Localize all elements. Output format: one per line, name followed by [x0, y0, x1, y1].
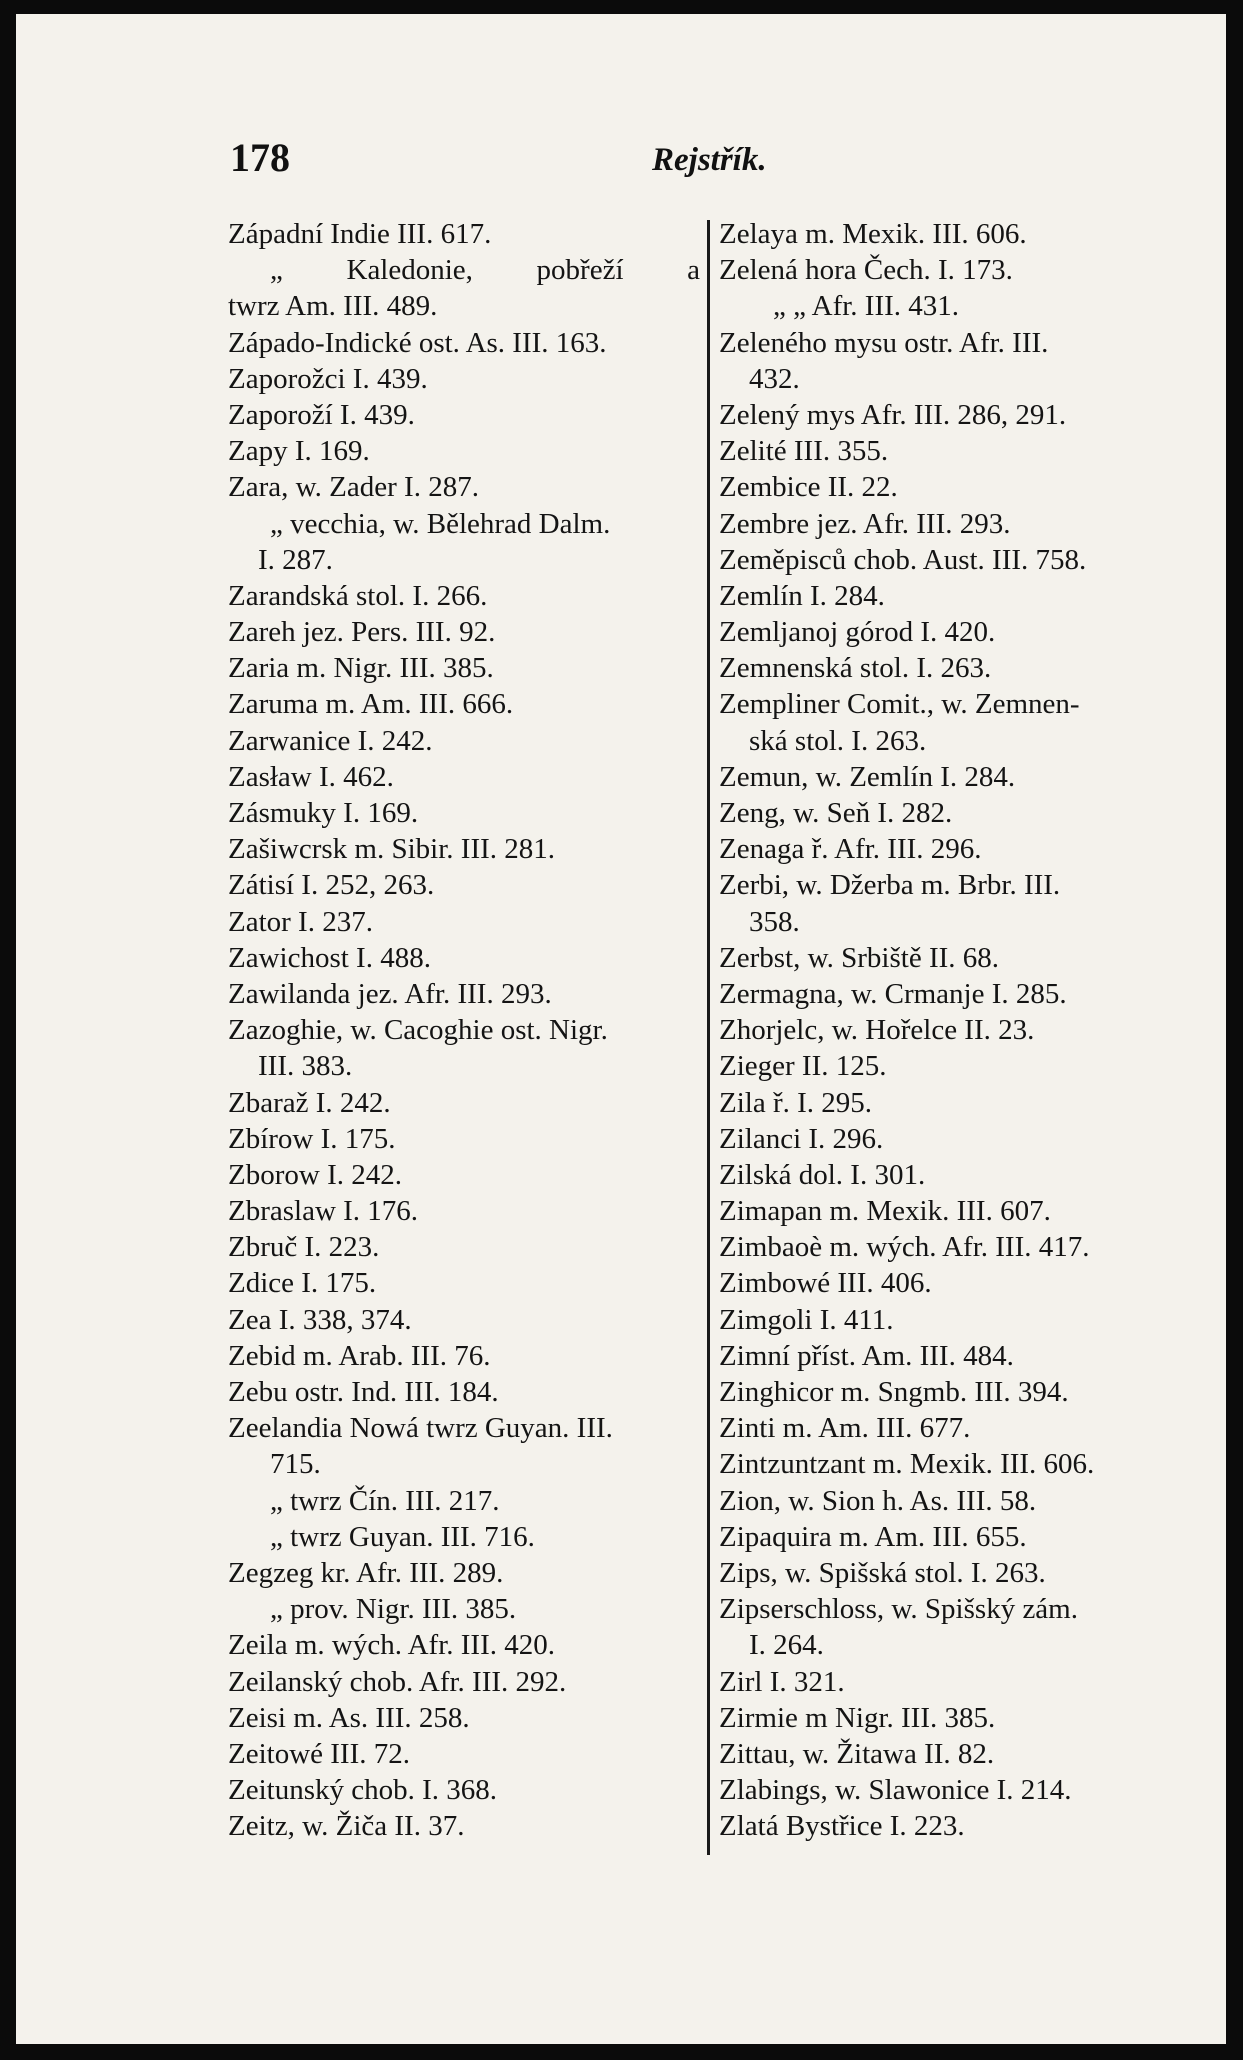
index-entry: Zapy I. 169. [228, 435, 370, 468]
index-entry: Zaruma m. Am. III. 666. [228, 688, 514, 721]
index-entry: Zempliner Comit., w. Zemnen- [719, 688, 1080, 721]
index-entry: Zásmuky I. 169. [228, 797, 419, 829]
index-entry: Zemnenská stol. I. 263. [719, 652, 992, 685]
index-entry: Západní Indie III. 617. [228, 218, 492, 250]
index-entry: Zarandská stol. I. 266. [228, 579, 488, 612]
index-entry: Zimbaoè m. wých. Afr. III. 417. [719, 1231, 1090, 1264]
column-divider [707, 220, 710, 1855]
index-entry: Zeměpisců chob. Aust. III. 758. [719, 543, 1087, 576]
index-entry: Zemljanoj górod I. 420. [719, 616, 996, 649]
index-entry: Zeng, w. Seň I. 282. [719, 797, 953, 829]
index-entry: Zareh jez. Pers. III. 92. [228, 616, 496, 649]
index-entry: Zeila m. wých. Afr. III. 420. [228, 1629, 555, 1662]
index-entry: Zeitunský chob. I. 368. [228, 1774, 498, 1807]
index-column-right [719, 216, 1189, 1844]
index-entry: I. 287. [258, 543, 333, 576]
index-entry: Zelený mys Afr. III. 286, 291. [719, 398, 1067, 431]
index-entry: Zeelandia Nowá twrz Guyan. III. [228, 1412, 613, 1445]
running-title: Rejstřík. [652, 142, 767, 178]
index-entry: Zermagna, w. Crmanje I. 285. [719, 977, 1067, 1010]
index-entry: Zara, w. Zader I. 287. [228, 471, 479, 504]
index-entry: Zion, w. Sion h. As. III. 58. [719, 1484, 1037, 1517]
index-entry: Zbraslaw I. 176. [228, 1195, 419, 1228]
index-entry: Zinghicor m. Sngmb. III. 394. [719, 1376, 1069, 1408]
index-entry: Zeitowé III. 72. [228, 1737, 410, 1770]
index-entry: Zeleného mysu ostr. Afr. III. [719, 326, 1049, 359]
index-entry: Zilská dol. I. 301. [719, 1158, 926, 1191]
index-entry: twrz Am. III. 489. [228, 290, 438, 323]
index-entry: Zirmie m Nigr. III. 385. [719, 1701, 996, 1734]
index-entry: Zegzeg kr. Afr. III. 289. [228, 1556, 504, 1589]
index-entry: Zebu ostr. Ind. III. 184. [228, 1376, 499, 1408]
index-entry: Zembice II. 22. [719, 471, 898, 504]
index-entry: Zipserschloss, w. Spišský zám. [719, 1593, 1078, 1626]
index-entry: Zdice I. 175. [228, 1267, 377, 1300]
index-entry: Zelaya m. Mexik. III. 606. [719, 218, 1027, 250]
index-entry: Zlatá Bystřice I. 223. [719, 1810, 965, 1843]
index-entry: „ „ Afr. III. 431. [773, 290, 960, 323]
index-entry: 432. [749, 362, 800, 395]
index-entry: Zbaraž I. 242. [228, 1086, 391, 1119]
index-entry: Zembre jez. Afr. III. 293. [719, 507, 1011, 540]
index-entry: Zeisi m. As. III. 258. [228, 1701, 470, 1734]
index-entry: Zeitz, w. Žiča II. 37. [228, 1810, 465, 1843]
index-entry: Zaria m. Nigr. III. 385. [228, 652, 494, 685]
index-entry: Zasław I. 462. [228, 760, 394, 793]
index-entry: Zimapan m. Mexik. III. 607. [719, 1195, 1051, 1228]
book-page [16, 14, 1226, 2044]
index-entry: Zenaga ř. Afr. III. 296. [719, 833, 982, 866]
index-entry: Zea I. 338, 374. [228, 1303, 412, 1336]
index-entry: Zborow I. 242. [228, 1158, 402, 1191]
index-entry: „ twrz Guyan. III. 716. [270, 1520, 535, 1553]
index-entry: Zawichost I. 488. [228, 941, 431, 974]
index-entry: Zebid m. Arab. III. 76. [228, 1339, 491, 1372]
index-entry: Zerbst, w. Srbiště II. 68. [719, 941, 1000, 974]
index-entry: Zinti m. Am. III. 677. [719, 1412, 971, 1445]
index-entry: Západo-Indické ost. As. III. 163. [228, 326, 607, 359]
index-entry: Zipaquira m. Am. III. 655. [719, 1520, 1027, 1553]
index-entry: Zawilanda jez. Afr. III. 293. [228, 977, 552, 1010]
index-entry: Zazoghie, w. Cacoghie ost. Nigr. [228, 1014, 608, 1047]
index-entry: „ Kaledonie, pobřeží a [270, 254, 700, 287]
index-entry: „ twrz Čín. III. 217. [270, 1484, 500, 1517]
index-entry: Zátisí I. 252, 263. [228, 869, 435, 902]
index-entry: Zarwanice I. 242. [228, 724, 433, 757]
index-entry: Zilanci I. 296. [719, 1122, 884, 1155]
index-entry: Zila ř. I. 295. [719, 1086, 873, 1119]
index-entry: Zbruč I. 223. [228, 1231, 380, 1264]
index-entry: Zieger II. 125. [719, 1050, 887, 1083]
index-entry: Zelená hora Čech. I. 173. [719, 254, 1013, 287]
index-entry: Zašiwcrsk m. Sibir. III. 281. [228, 833, 556, 866]
index-entry: Zator I. 237. [228, 905, 373, 938]
index-entry: Zittau, w. Žitawa II. 82. [719, 1737, 995, 1770]
index-entry: Zbírow I. 175. [228, 1122, 396, 1155]
index-entry: Zirl I. 321. [719, 1665, 845, 1698]
index-entry: ská stol. I. 263. [749, 724, 927, 757]
index-entry: Zimní příst. Am. III. 484. [719, 1339, 1014, 1372]
index-entry: Zips, w. Spišská stol. I. 263. [719, 1556, 1046, 1589]
index-entry: Zemlín I. 284. [719, 579, 885, 612]
index-entry: „ prov. Nigr. III. 385. [270, 1593, 517, 1626]
index-entry: Zerbi, w. Džerba m. Brbr. III. [719, 869, 1061, 902]
index-entry: I. 264. [749, 1629, 824, 1662]
index-entry: 358. [749, 905, 800, 938]
index-entry: 715. [270, 1448, 321, 1481]
index-entry: „ vecchia, w. Bělehrad Dalm. [270, 507, 611, 540]
index-entry: Zlabings, w. Slawonice I. 214. [719, 1774, 1072, 1807]
index-entry: Zimgoli I. 411. [719, 1303, 894, 1336]
index-entry: Zaporoží I. 439. [228, 398, 415, 431]
index-entry: Zeilanský chob. Afr. III. 292. [228, 1665, 567, 1698]
page-number: 178 [230, 135, 290, 180]
index-entry: Zhorjelc, w. Hořelce II. 23. [719, 1014, 1035, 1047]
index-entry: Zemun, w. Zemlín I. 284. [719, 760, 1016, 793]
index-column-left [228, 216, 700, 1844]
index-entry: Zaporožci I. 439. [228, 362, 428, 395]
index-entry: Zintzuntzant m. Mexik. III. 606. [719, 1448, 1095, 1481]
index-entry: Zimbowé III. 406. [719, 1267, 932, 1300]
index-entry: Zelité III. 355. [719, 435, 889, 468]
index-entry: III. 383. [258, 1050, 353, 1083]
